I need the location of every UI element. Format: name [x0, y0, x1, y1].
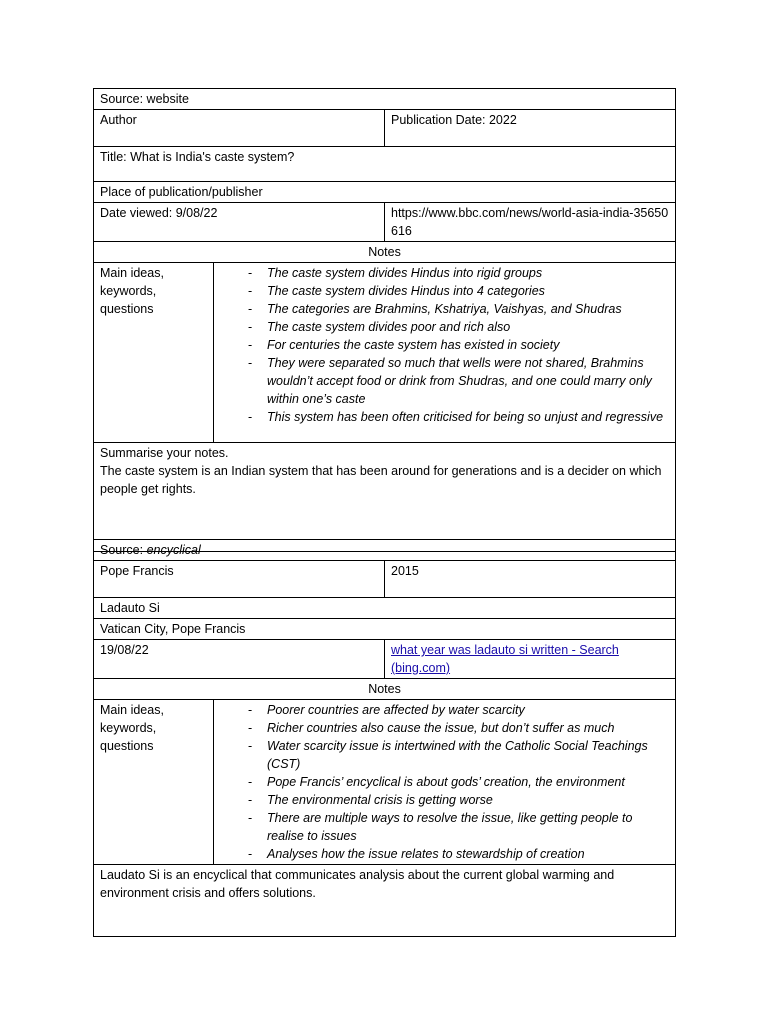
note-item: - This system has been often criticised for being so unjust and regressive — [220, 408, 669, 426]
summary-text: Laudato Si is an encyclical that communicates analysis about the current global warming and environment crisis and offers solutions. — [100, 868, 615, 900]
source-prefix: Source: — [100, 543, 147, 557]
notes-list — [220, 701, 669, 863]
source-field — [94, 540, 676, 561]
note-item: - The caste system divides poor and rich also — [220, 318, 669, 336]
note-item: - Analyses how the issue relates to stewardship of creation — [220, 845, 669, 863]
date-viewed-field: Date viewed: 9/08/22 — [94, 203, 385, 242]
notes-cell — [214, 263, 676, 443]
publication-date-field: 2015 — [385, 561, 676, 598]
place-field: Vatican City, Pope Francis — [94, 619, 676, 640]
note-item: - The environmental crisis is getting worse — [220, 791, 669, 809]
main-ideas-label: Main ideas, keywords, questions — [94, 700, 214, 865]
note-item: - The categories are Brahmins, Kshatriya, Vaishyas, and Shudras — [220, 300, 669, 318]
summary-cell — [94, 443, 676, 552]
link-cell — [385, 640, 676, 679]
bing-search-link[interactable]: what year was ladauto si written - Search (bing.com) — [391, 643, 619, 675]
notes-header: Notes — [94, 242, 676, 263]
source-table-1 — [93, 88, 676, 552]
notes-list — [220, 264, 669, 426]
note-item: - Richer countries also cause the issue, but don’t suffer as much — [220, 719, 669, 737]
note-item: - Water scarcity issue is intertwined with the Catholic Social Teachings (CST) — [220, 737, 669, 773]
note-item: - Pope Francis’ encyclical is about gods’ creation, the environment — [220, 773, 669, 791]
note-item: - For centuries the caste system has existed in society — [220, 336, 669, 354]
main-ideas-label: Main ideas, keywords, questions — [94, 263, 214, 443]
note-item: - The caste system divides Hindus into rigid groups — [220, 264, 669, 282]
url-text: https://www.bbc.com/news/world-asia-india-35650616 — [391, 206, 669, 238]
note-item: - They were separated so much that wells were not shared, Brahmins wouldn’t accept food or drink from Shudras, and one could marry only within one’s caste — [220, 354, 669, 408]
date-viewed-field: 19/08/22 — [94, 640, 385, 679]
notes-cell — [214, 700, 676, 865]
summary-label: Summarise your notes. — [100, 446, 229, 460]
source-field: Source: website — [94, 89, 676, 110]
title-field: Ladauto Si — [94, 598, 676, 619]
notes-header: Notes — [94, 679, 676, 700]
author-field: Author — [94, 110, 385, 147]
summary-text: The caste system is an Indian system that has been around for generations and is a decider on which people get rights. — [100, 464, 662, 496]
title-field: Title: What is India's caste system? — [94, 147, 676, 182]
note-item: - Poorer countries are affected by water scarcity — [220, 701, 669, 719]
note-item: - The caste system divides Hindus into 4 categories — [220, 282, 669, 300]
source-table-2 — [93, 539, 676, 937]
place-field: Place of publication/publisher — [94, 182, 676, 203]
note-item: - There are multiple ways to resolve the issue, like getting people to realise to issues — [220, 809, 669, 845]
author-field: Pope Francis — [94, 561, 385, 598]
publication-date-field: Publication Date: 2022 — [385, 110, 676, 147]
source-type: encyclical — [146, 543, 201, 557]
url-field — [385, 203, 676, 242]
summary-cell — [94, 865, 676, 937]
